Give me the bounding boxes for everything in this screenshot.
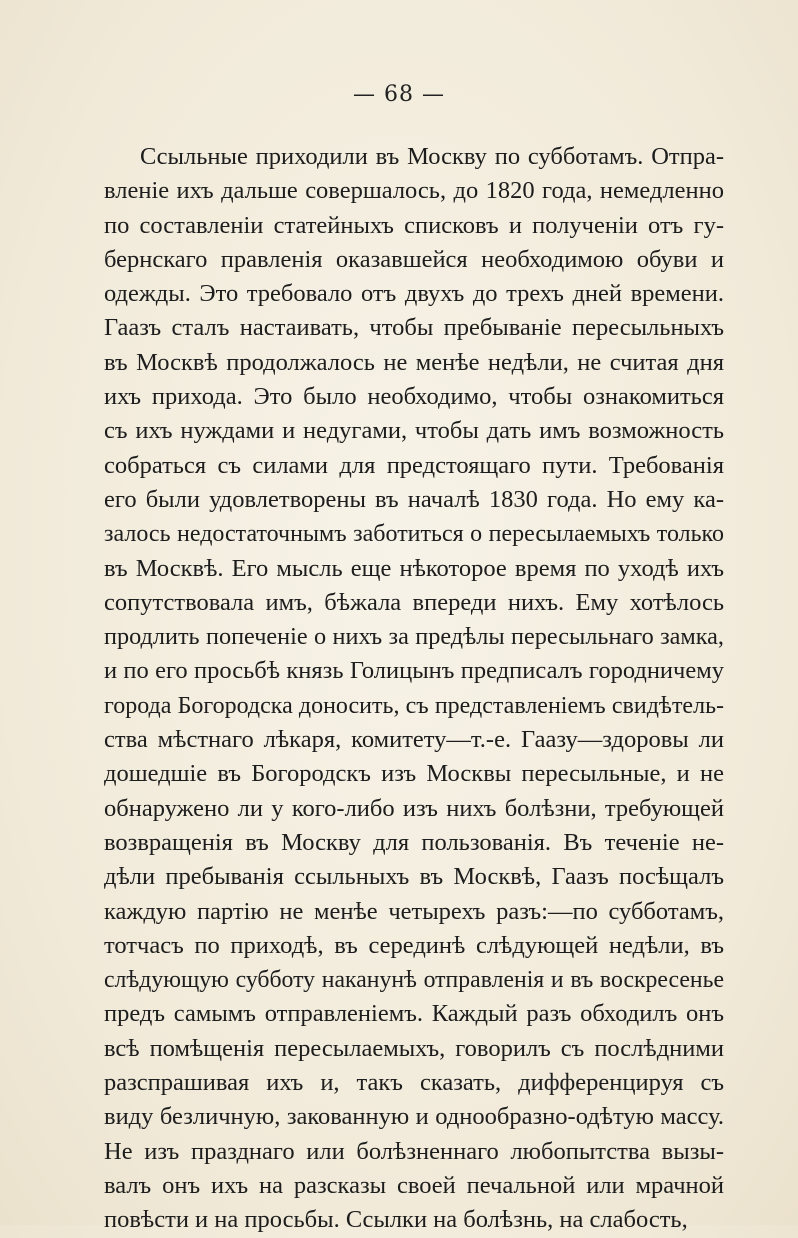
text-line: ства мѣстнаго лѣкаря, комитету—т.-е. Гаазу—здоровы ли xyxy=(104,726,724,754)
text-line: собраться съ силами для предстоящаго пути. Требованія xyxy=(104,451,724,479)
text-line: и по его просьбѣ князь Голицынъ предписалъ городничему xyxy=(104,657,724,685)
body-text xyxy=(104,140,724,1238)
text-line: повѣсти и на просьбы. Ссылки на болѣзнь, на слабость, xyxy=(104,1206,688,1234)
text-line: дошедшіе въ Богородскъ изъ Москвы пересыльные, и не xyxy=(104,760,724,788)
text-line: его были удовлетворены въ началѣ 1830 года. Но ему ка- xyxy=(104,485,724,513)
text-line: города Богородска доносить, съ представленіемъ свидѣтель- xyxy=(104,692,724,719)
text-line: возвращенія въ Москву для пользованія. Въ теченіе не- xyxy=(104,828,724,856)
text-line: ихъ прихода. Это было необходимо, чтобы ознакомиться xyxy=(104,383,724,411)
text-line: залось недостаточнымъ заботиться о пересылаемыхъ только xyxy=(104,521,724,548)
text-line: каждую партію не менѣе четырехъ разъ:—по субботамъ, xyxy=(104,897,724,925)
text-line: слѣдующую субботу наканунѣ отправленія и въ воскресенье xyxy=(104,967,724,994)
text-line: Не изъ празднаго или болѣзненнаго любопытства вызы- xyxy=(104,1137,724,1165)
text-line: виду безличную, закованную и однообразно-одѣтую массу. xyxy=(104,1103,724,1131)
text-line: въ Москвѣ. Его мысль еще нѣкоторое время по уходѣ ихъ xyxy=(104,554,724,582)
page-number: — 68 — xyxy=(353,82,445,107)
text-line: съ ихъ нуждами и недугами, чтобы дать имъ возможность xyxy=(104,417,724,445)
text-line: продлить попеченіе о нихъ за предѣлы пересыльнаго замка, xyxy=(104,623,724,651)
text-line: Гаазъ сталъ настаивать, чтобы пребываніе пересыльныхъ xyxy=(104,314,724,342)
text-line: по составленіи статейныхъ списковъ и полученіи отъ гу- xyxy=(104,211,724,239)
text-line: предъ самымъ отправленіемъ. Каждый разъ обходилъ онъ xyxy=(104,1000,724,1028)
text-line: одежды. Это требовало отъ двухъ до трехъ дней времени. xyxy=(104,280,724,308)
text-line: валъ онъ ихъ на разсказы своей печальной или мрачной xyxy=(104,1171,724,1199)
text-line: Ссыльные приходили въ Москву по субботамъ. Отпра- xyxy=(140,143,724,170)
text-line: вленіе ихъ дальше совершалось, до 1820 года, немедленно xyxy=(104,177,724,205)
text-line: въ Москвѣ продолжалось не менѣе недѣли, не считая дня xyxy=(104,348,724,376)
text-line: тотчасъ по приходѣ, въ серединѣ слѣдующей недѣли, въ xyxy=(104,931,724,959)
text-line: всѣ помѣщенія пересылаемыхъ, говорилъ съ послѣдними xyxy=(104,1034,724,1062)
text-line: дѣли пребыванія ссыльныхъ въ Москвѣ, Гаазъ посѣщалъ xyxy=(104,863,724,891)
text-line: разспрашивая ихъ и, такъ сказать, дифференцируя съ xyxy=(104,1069,724,1097)
text-line: бернскаго правленія оказавшейся необходимою обуви и xyxy=(104,245,724,273)
text-line: обнаружено ли у кого-либо изъ нихъ болѣзни, требующей xyxy=(104,794,724,822)
text-line: сопутствовала имъ, бѣжала впереди нихъ. Ему хотѣлось xyxy=(104,588,724,616)
